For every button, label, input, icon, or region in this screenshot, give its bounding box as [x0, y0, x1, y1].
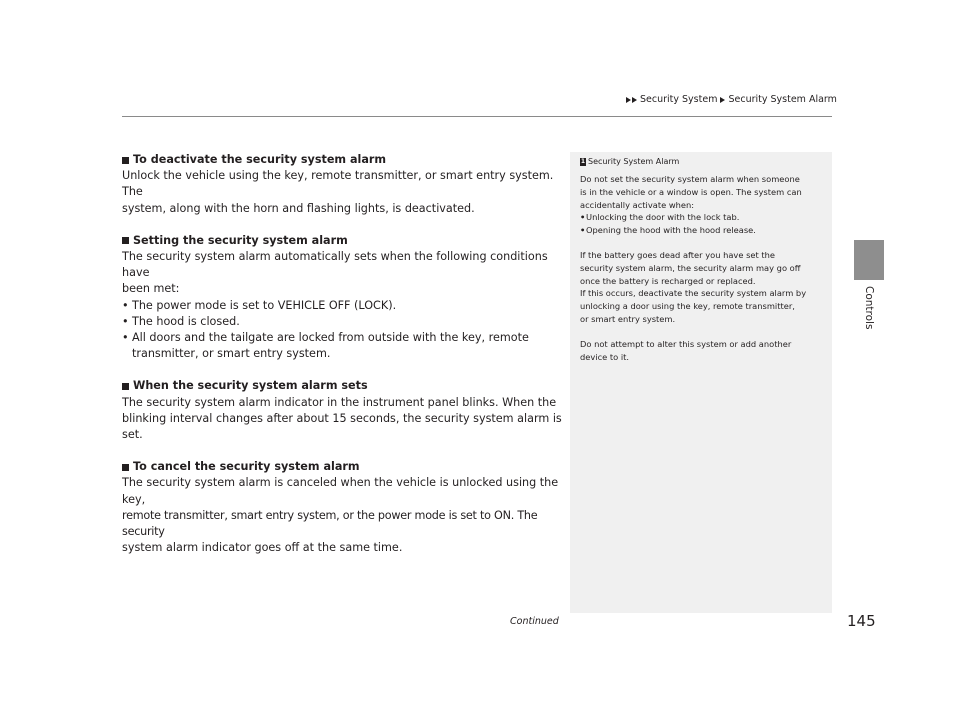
note-line: accidentally activate when: [580, 199, 695, 210]
note-list-item: • Opening the hood with the hood release. [580, 225, 756, 236]
section-heading: To cancel the security system alarm [122, 459, 562, 475]
note-body [580, 173, 828, 363]
continued-label: Continued [510, 616, 559, 627]
body-line: The security system alarm indicator in the instrument panel blinks. When the [122, 395, 557, 409]
bullet-dot-icon: • [580, 225, 586, 236]
list-item: • The power mode is set to VEHICLE OFF (LOCK). [122, 298, 562, 314]
section-sets [122, 378, 562, 443]
note-line: device to it. [580, 351, 630, 362]
square-bullet-icon [122, 383, 129, 390]
bullet-dot-icon: • [580, 212, 586, 223]
list-item: • All doors and the tailgate are locked from outside with the key, remote transmitter, or smart entry system. [122, 330, 562, 362]
breadcrumb-item[interactable]: Security System Alarm [728, 94, 837, 105]
breadcrumb-arrow-icon [626, 97, 631, 103]
body-line: system alarm indicator goes off at the same time. [122, 541, 403, 555]
breadcrumb-item[interactable]: Security System [640, 94, 718, 105]
section-setting [122, 233, 562, 363]
chapter-tab-marker [854, 240, 884, 280]
breadcrumb-arrow-icon [720, 97, 725, 103]
body-line: Unlock the vehicle using the key, remote transmitter, or smart entry system. The [122, 169, 554, 199]
body-line: system, along with the horn and flashing lights, is deactivated. [122, 201, 475, 215]
bullet-dot-icon: • [122, 331, 129, 345]
note-line: If this occurs, deactivate the security system alarm by [580, 288, 807, 299]
square-bullet-icon [122, 157, 129, 164]
note-list-item: • Unlocking the door with the lock tab. [580, 212, 740, 223]
section-heading: To deactivate the security system alarm [122, 152, 562, 168]
header-divider [122, 116, 832, 117]
note-line: or smart entry system. [580, 313, 676, 324]
note-box [570, 152, 832, 613]
body-line: remote transmitter, smart entry system, or the power mode is set to ON. The security [122, 508, 538, 539]
note-title: 1 Security System Alarm [580, 157, 680, 166]
note-line: once the battery is recharged or replaced. [580, 275, 756, 286]
note-line: is in the vehicle or a window is open. The system can [580, 186, 802, 197]
section-heading: Setting the security system alarm [122, 233, 562, 249]
note-line: security system alarm, the security alarm may go off [580, 262, 801, 273]
body-line: The security system alarm is canceled when the vehicle is unlocked using the key, [122, 476, 559, 506]
list-item: • The hood is closed. [122, 314, 562, 330]
note-line: Do not attempt to alter this system or add another [580, 338, 792, 349]
note-line: If the battery goes dead after you have set the [580, 249, 776, 260]
bullet-dot-icon: • [122, 298, 129, 312]
chapter-tab-label: Controls [863, 286, 875, 330]
body-line: blinking interval changes after about 15 seconds, the security system alarm is set. [122, 411, 562, 442]
note-number-icon: 1 [580, 157, 586, 165]
page-number: 145 [847, 612, 876, 630]
body-line: been met: [122, 282, 180, 296]
main-content [122, 152, 562, 572]
note-line: Do not set the security system alarm when someone [580, 174, 800, 184]
section-cancel [122, 459, 562, 556]
square-bullet-icon [122, 464, 129, 471]
bullet-list [122, 298, 562, 363]
breadcrumb-arrow-icon [632, 97, 637, 103]
square-bullet-icon [122, 237, 129, 244]
bullet-dot-icon: • [122, 314, 129, 328]
section-deactivate [122, 152, 562, 217]
breadcrumb [626, 94, 836, 105]
body-line: The security system alarm automatically sets when the following conditions have [122, 250, 548, 280]
note-line: unlocking a door using the key, remote transmitter, [580, 301, 795, 312]
section-heading: When the security system alarm sets [122, 378, 562, 394]
